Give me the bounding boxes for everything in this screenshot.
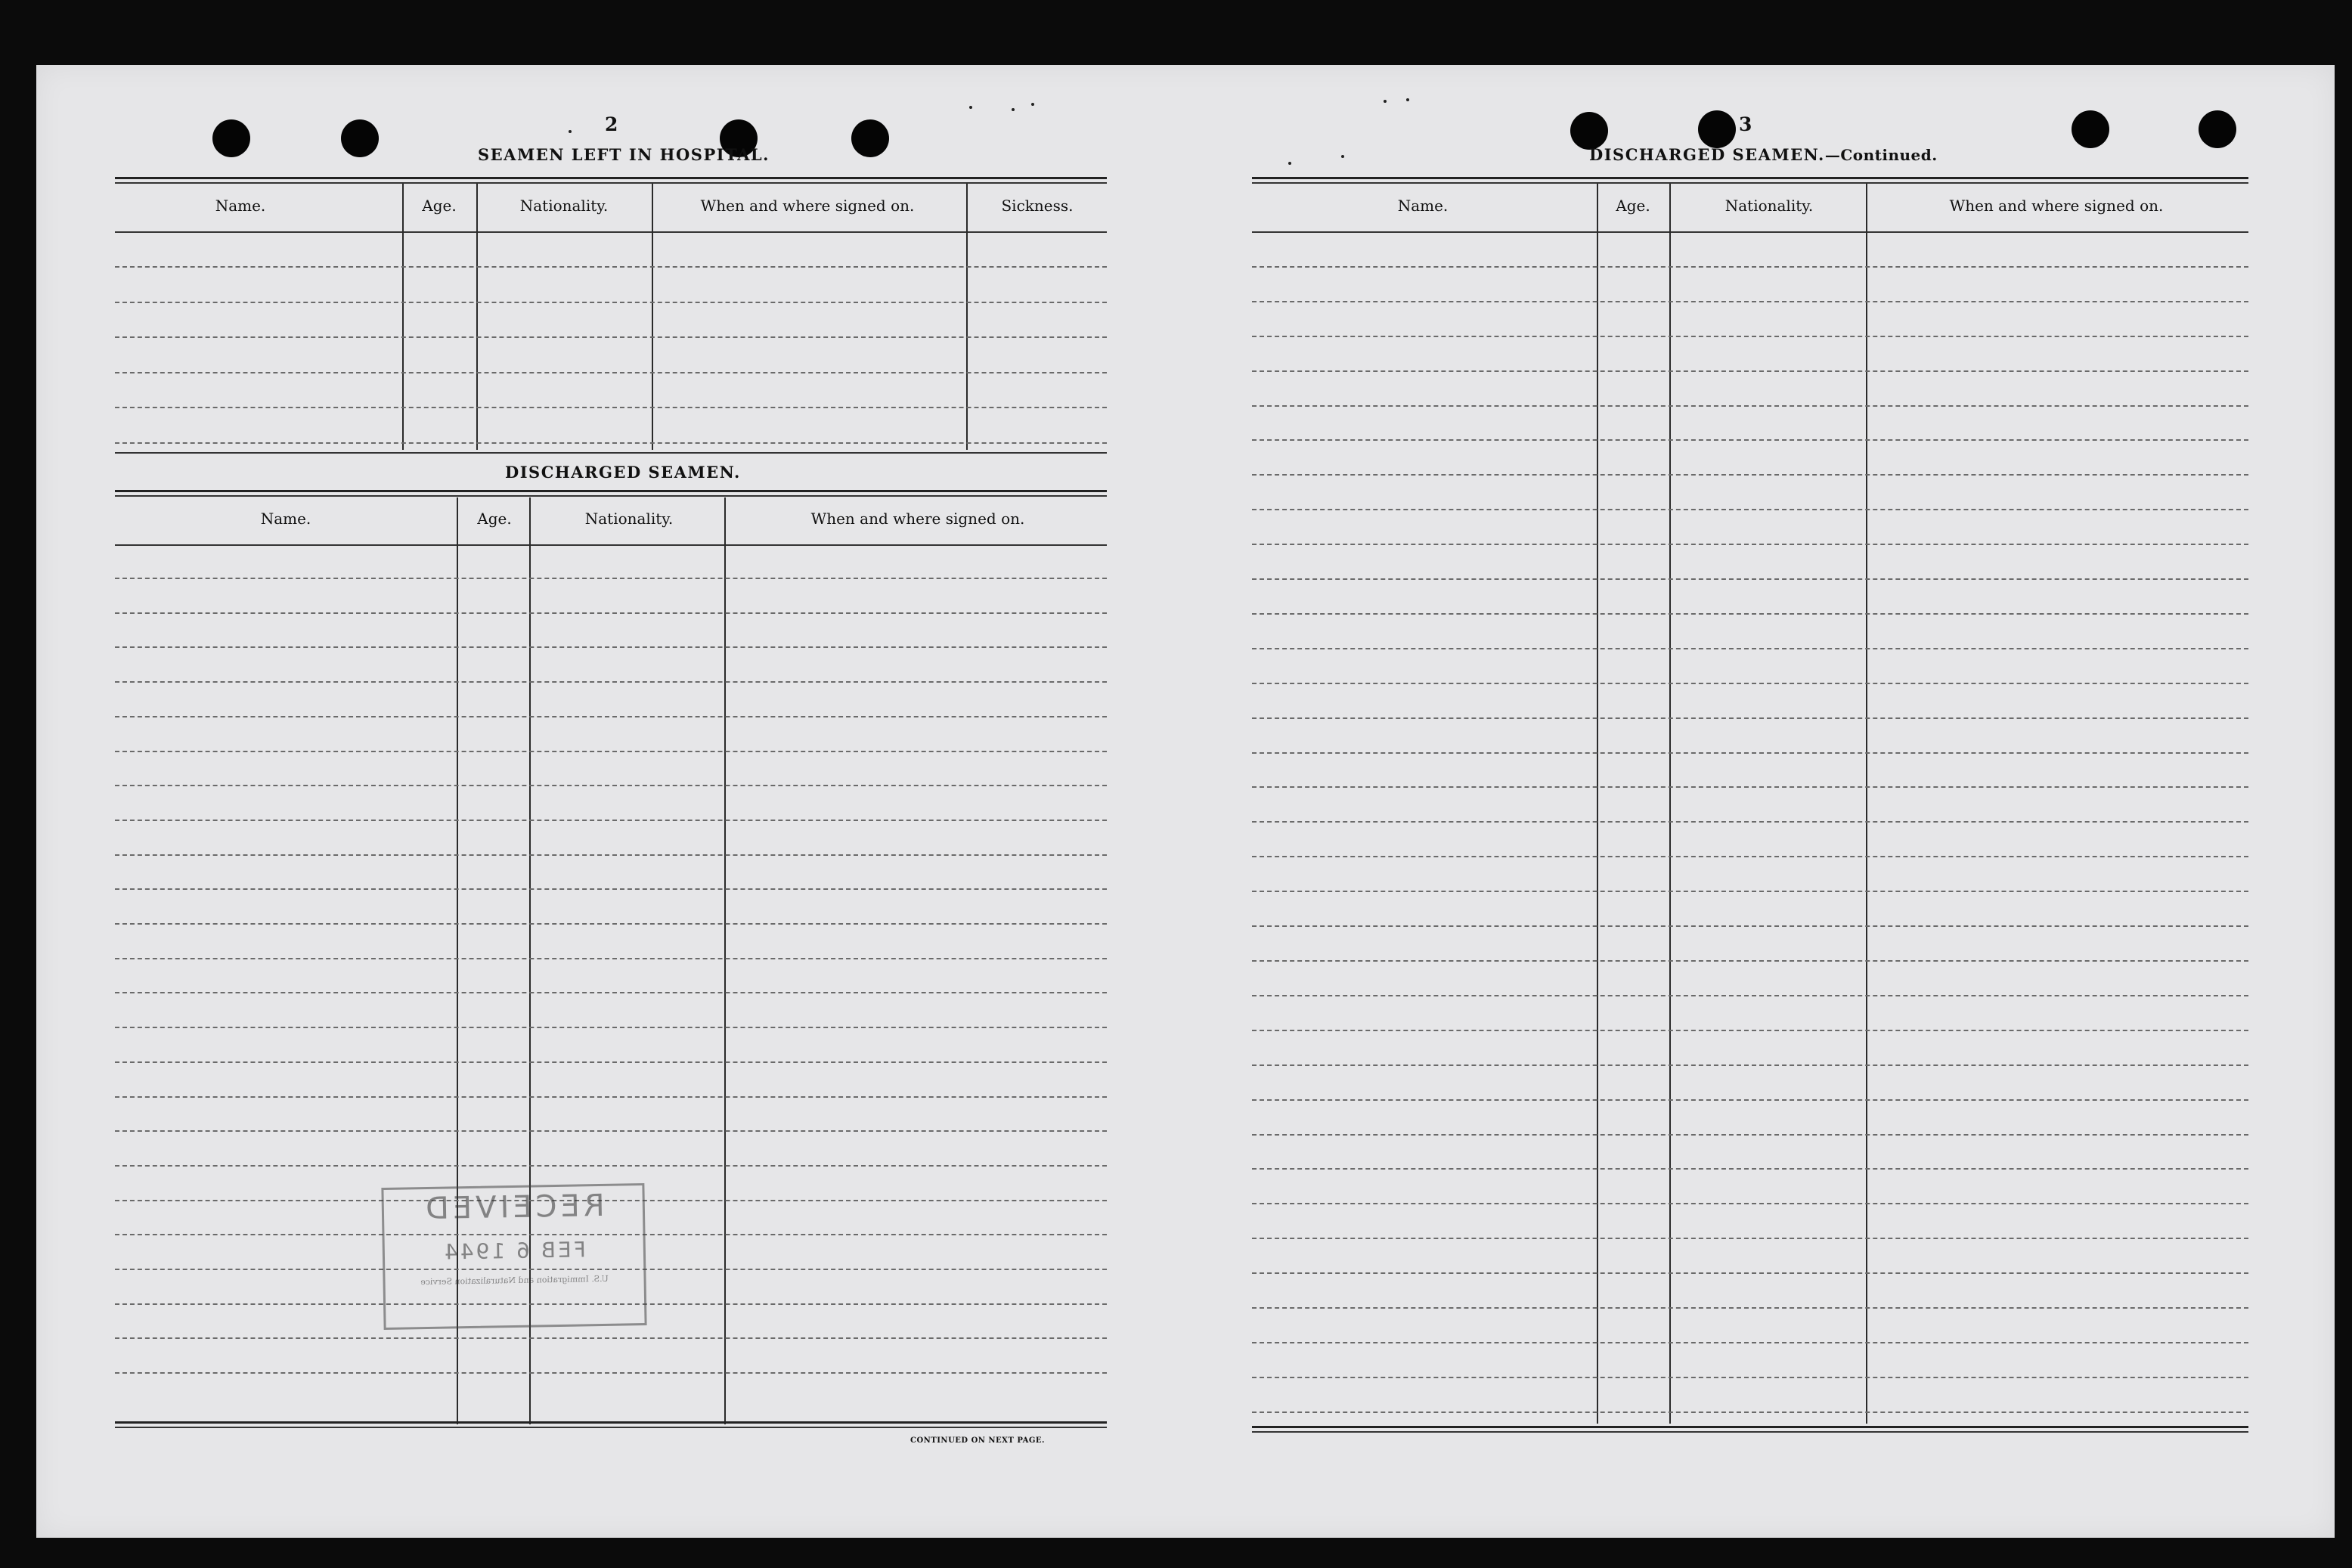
row-line [115,1096,1107,1098]
row-line [115,302,1107,303]
col-header-signed-on: When and where signed on. [700,197,915,215]
received-stamp [381,1183,646,1330]
row-line [1252,336,2248,337]
punch-hole [1698,110,1736,148]
row-line [1252,439,2248,441]
row-line [1252,1307,2248,1309]
stamp-text [381,1183,646,1330]
col-header-age: Age. [477,510,512,528]
row-line [1252,301,2248,302]
right-header-rule [1252,231,2248,233]
speck [1288,162,1291,165]
row-line [115,1130,1107,1132]
column-divider [724,497,726,1424]
row-line [1252,821,2248,823]
col-header-nationality: Nationality. [584,510,674,528]
row-line [1252,370,2248,372]
col-header-nationality: Nationality. [519,197,609,215]
column-divider [966,184,968,450]
document-sheet [36,65,2335,1538]
row-line [1252,1064,2248,1066]
col-header-sickness: Sickness. [1001,197,1074,215]
col-header-nationality: Nationality. [1724,197,1814,215]
discharged-top-rule [115,490,1107,492]
discharged-header-rule [115,544,1107,546]
punch-hole [2199,110,2236,148]
speck [969,106,972,109]
row-line [115,681,1107,683]
speck [1012,108,1015,111]
row-line [115,407,1107,408]
hospital-bottom-rule [115,452,1107,454]
punch-hole [1570,112,1608,150]
continued-note: CONTINUED ON NEXT PAGE. [910,1436,1046,1445]
speck [1341,155,1344,158]
speck [1406,98,1409,101]
col-header-signed-on: When and where signed on. [1949,197,2164,215]
row-line [115,1165,1107,1167]
row-line [1252,1238,2248,1239]
row-line [1252,995,2248,996]
row-line [1252,1030,2248,1031]
discharged-section-title: DISCHARGED SEAMEN. [505,463,741,482]
row-line [1252,1412,2248,1413]
speck [569,130,572,133]
row-line [1252,1342,2248,1343]
page-number-right: 3 [1739,113,1753,135]
row-line [1252,266,2248,268]
row-line [115,1027,1107,1028]
discharged-continued-title-main: DISCHARGED SEAMEN. [1589,145,1825,164]
punch-hole [341,119,379,157]
row-line [115,820,1107,821]
row-line [115,888,1107,890]
hospital-section-title: SEAMEN LEFT IN HOSPITAL. [478,145,770,164]
stamp-agency: U.S. Immigration and Naturalization Service [420,1273,609,1288]
col-header-name: Name. [1397,197,1449,215]
hospital-top-rule [115,177,1107,179]
right-top-rule [1252,177,2248,179]
right-bottom-rule [1252,1426,2248,1428]
discharged-continued-title [1589,145,1938,164]
row-line [1252,1134,2248,1136]
row-line [115,716,1107,717]
punch-hole [212,119,250,157]
row-line [1252,960,2248,962]
row-line [1252,1377,2248,1378]
speck [1031,103,1034,106]
row-line [1252,1168,2248,1170]
row-line [1252,752,2248,754]
col-header-age: Age. [422,197,457,215]
row-line [115,751,1107,752]
row-line [1252,648,2248,649]
row-line [115,336,1107,338]
row-line [1252,683,2248,684]
row-line [115,442,1107,444]
row-line [115,785,1107,786]
speck [1384,100,1387,103]
row-line [115,578,1107,579]
row-line [1252,856,2248,857]
punch-hole [851,119,889,157]
column-divider [476,184,478,450]
row-line [1252,1272,2248,1274]
row-line [1252,509,2248,510]
continued-suffix: —Continued. [1824,146,1938,164]
row-line [115,1061,1107,1063]
row-line [115,612,1107,614]
punch-hole [2072,110,2109,148]
row-line [115,854,1107,856]
row-line [1252,544,2248,545]
hospital-header-rule [115,231,1107,233]
page-number-left: 2 [605,113,619,135]
row-line [115,958,1107,959]
row-line [115,266,1107,268]
row-line [1252,786,2248,788]
row-line [1252,578,2248,580]
row-line [1252,717,2248,719]
col-header-age: Age. [1616,197,1650,215]
col-header-name: Name. [215,197,266,215]
row-line [1252,925,2248,927]
row-line [1252,1203,2248,1204]
col-header-signed-on: When and where signed on. [810,510,1025,528]
row-line [115,923,1107,925]
row-line [115,1337,1107,1339]
row-line [1252,405,2248,407]
stamp-date: FEB 6 1944 [442,1237,587,1265]
row-line [115,992,1107,993]
column-divider [652,184,653,450]
discharged-bottom-rule [115,1421,1107,1424]
row-line [115,372,1107,373]
row-line [1252,891,2248,892]
row-line [1252,474,2248,476]
row-line [115,1372,1107,1374]
col-header-name: Name. [260,510,311,528]
row-line [1252,1099,2248,1101]
stamp-received-text: RECEIVED [421,1188,606,1227]
row-line [1252,613,2248,615]
column-divider [402,184,404,450]
row-line [115,646,1107,648]
